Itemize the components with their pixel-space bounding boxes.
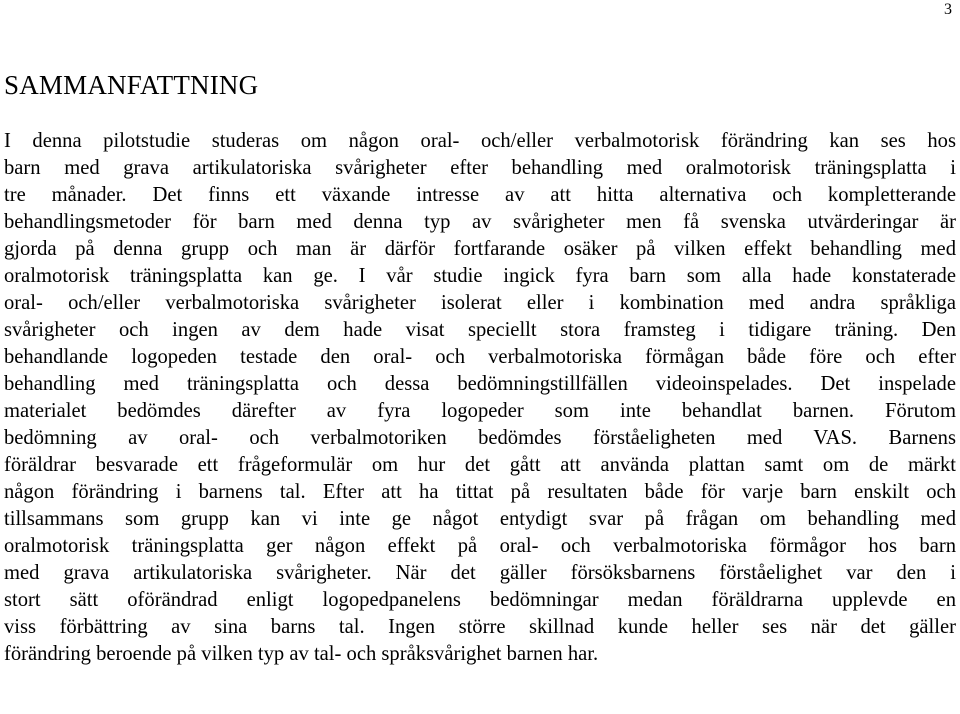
summary-line: behandling med träningsplatta och dessa bedömningstillfällen videoinspelades. Det inspelade bbox=[4, 373, 956, 395]
summary-line: viss förbättring av sina barns tal. Ingen större skillnad kunde heller ses när det gäller bbox=[4, 616, 956, 638]
summary-line: barn med grava artikulatoriska svårigheter efter behandling med oralmotorisk träningsplatta i bbox=[4, 157, 956, 179]
summary-line: bedömning av oral- och verbalmotoriken bedömdes förståeligheten med VAS. Barnens bbox=[4, 427, 956, 449]
summary-line: svårigheter och ingen av dem hade visat speciellt stora framsteg i tidigare träning. Den bbox=[4, 319, 956, 341]
summary-line: någon förändring i barnens tal. Efter att ha tittat på resultaten både för varje barn enskilt och bbox=[4, 481, 956, 503]
summary-line: föräldrar besvarade ett frågeformulär om hur det gått att använda plattan samt om de märkt bbox=[4, 454, 956, 476]
summary-line-last: förändring beroende på vilken typ av tal- och språksvårighet barnen har. bbox=[4, 643, 599, 665]
summary-line: I denna pilotstudie studeras om någon oral- och/eller verbalmotorisk förändring kan ses hos bbox=[4, 130, 956, 152]
summary-line: materialet bedömdes därefter av fyra logopeder som inte behandlat barnen. Förutom bbox=[4, 400, 956, 422]
page-number: 3 bbox=[944, 1, 952, 18]
summary-line: oralmotorisk träningsplatta ger någon effekt på oral- och verbalmotoriska förmågor hos barn bbox=[4, 535, 956, 557]
summary-line: behandlande logopeden testade den oral- och verbalmotoriska förmågan både före och efter bbox=[4, 346, 956, 368]
summary-line: tre månader. Det finns ett växande intresse av att hitta alternativa och kompletterande bbox=[4, 184, 956, 206]
summary-line: behandlingsmetoder för barn med denna typ av svårigheter men få svenska utvärderingar är bbox=[4, 211, 956, 233]
summary-line: gjorda på denna grupp och man är därför fortfarande osäker på vilken effekt behandling med bbox=[4, 238, 956, 260]
summary-line: tillsammans som grupp kan vi inte ge något entydigt svar på frågan om behandling med bbox=[4, 508, 956, 530]
summary-line: stort sätt oförändrad enligt logopedpanelens bedömningar medan föräldrarna upplevde en bbox=[4, 589, 956, 611]
summary-paragraph bbox=[4, 128, 956, 668]
summary-line: med grava artikulatoriska svårigheter. När det gäller försöksbarnens förståelighet var den i bbox=[4, 562, 956, 584]
summary-line: oral- och/eller verbalmotoriska svårigheter isolerat eller i kombination med andra språkliga bbox=[4, 292, 956, 314]
section-heading: SAMMANFATTNING bbox=[4, 70, 259, 100]
summary-line: oralmotorisk träningsplatta kan ge. I vår studie ingick fyra barn som alla hade konstaterade bbox=[4, 265, 956, 287]
